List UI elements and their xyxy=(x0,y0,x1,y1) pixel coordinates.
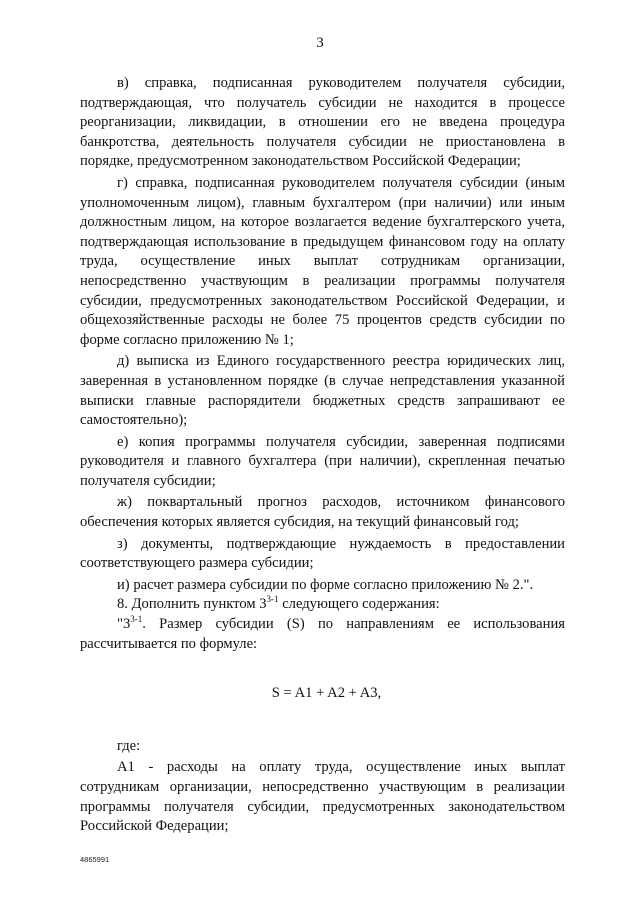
paragraph-item-8 xyxy=(80,595,565,615)
document-id: 4865991 xyxy=(80,855,110,864)
paragraph-where: где: xyxy=(117,737,141,754)
item8-superscript: 3-1 xyxy=(266,594,279,605)
document-body xyxy=(80,74,565,839)
paragraph-item-g: г) справка, подписанная руководителем получателя субсидии (иным уполномоченным лицом), главным бухгалтером (при наличии) или иным должностным лицом, на которое возлагается ведение бухгалтерского учета, подтверждающая использование в предыдущем финансовом году на оплату труда, осуществление иных выплат сотрудникам организации, непосредственно участвующим в реализации программы получателя субсидии, предусмотренных законодательством Российской Федерации, и общехозяйственные расходы не более 75 процентов средств субсидии по форме согласно приложению № 1; xyxy=(80,174,565,348)
item8-text-after: следующего содержания: xyxy=(278,596,440,613)
item8-text-before: 8. Дополнить пунктом 3 xyxy=(117,596,267,613)
paragraph-item-e: е) копия программы получателя субсидии, заверенная подписями руководителя и главного бухгалтера (при наличии), скрепленная печатью получателя субсидии; xyxy=(80,433,565,489)
clause-text: . Размер субсидии (S) по направлениям ее использования рассчитывается по формуле: xyxy=(80,616,565,652)
clause-open: "3 xyxy=(117,616,131,633)
paragraph-item-i: и) расчет размера субсидии по форме согласно приложению № 2.". xyxy=(117,576,534,593)
clause-superscript: 3-1 xyxy=(130,614,143,625)
paragraph-item-v: в) справка, подписанная руководителем получателя субсидии, подтверждающая, что получатель субсидии не находится в процессе реорганизации, ликвидации, в отношении его не введена процедура банкротства, деятельность получателя субсидии не приостановлена в порядке, предусмотренном законодательством Российской Федерации; xyxy=(80,75,565,170)
paragraph-item-zh: ж) поквартальный прогноз расходов, источником финансового обеспечения которых является субсидия, на текущий финансовый год; xyxy=(80,494,565,531)
paragraph-item-d: д) выписка из Единого государственного реестра юридических лиц, заверенная в установленном порядке (в случае непредставления указанной выписки главные распорядители бюджетных средств запрашивают ее самостоятельно); xyxy=(80,353,565,429)
paragraph-clause-3-3-1 xyxy=(80,615,565,654)
formula: S = A1 + A2 + A3, xyxy=(271,685,382,702)
page-number: 3 xyxy=(316,35,324,51)
paragraph-item-z: з) документы, подтверждающие нуждаемость в предоставлении соответствующего размера субсидии; xyxy=(80,535,565,572)
paragraph-a1: A1 - расходы на оплату труда, осуществление иных выплат сотрудникам организации, непосредственно участвующим в реализации программы получателя субсидии, предусмотренных законодательством Российской Федерации; xyxy=(80,759,565,835)
